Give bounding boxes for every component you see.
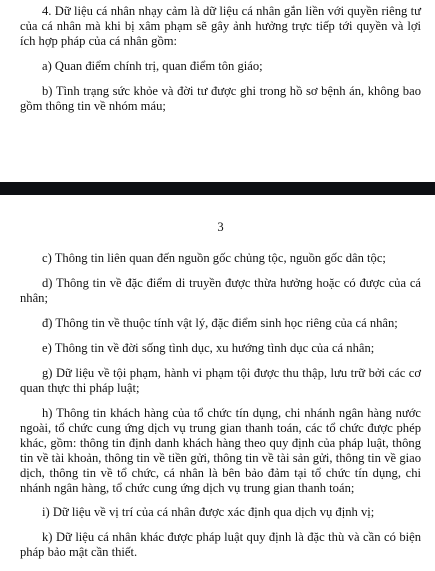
paragraph-item-i: i) Dữ liệu về vị trí của cá nhân được xác định qua dịch vụ định vị; xyxy=(42,505,375,519)
paragraph-item-e: e) Thông tin về đời sống tình dục, xu hướng tình dục của cá nhân; xyxy=(42,341,375,355)
paragraph-item-dd: đ) Thông tin về thuộc tính vật lý, đặc điểm sinh học riêng của cá nhân; xyxy=(42,316,398,330)
document-page-lower xyxy=(0,195,435,571)
paragraph-item-k: k) Dữ liệu cá nhân khác được pháp luật quy định là đặc thù và cần có biện pháp bảo mật cần thiết. xyxy=(20,530,421,559)
paragraph-item-a: a) Quan điểm chính trị, quan điểm tôn giáo; xyxy=(42,59,263,73)
page-separator xyxy=(0,182,435,195)
paragraph-item-d: d) Thông tin về đặc điểm di truyền được thừa hưởng hoặc có được của cá nhân; xyxy=(20,276,421,305)
page-number: 3 xyxy=(217,220,224,234)
paragraph-item-c: c) Thông tin liên quan đến nguồn gốc chủng tộc, nguồn gốc dân tộc; xyxy=(42,251,386,265)
paragraph-item-b: b) Tình trạng sức khỏe và đời tư được ghi trong hồ sơ bệnh án, không bao gồm thông tin về nhóm máu; xyxy=(20,84,421,113)
paragraph-sensitive-data-definition: 4. Dữ liệu cá nhân nhạy cảm là dữ liệu cá nhân gắn liền với quyền riêng tư của cá nhân mà khi bị xâm phạm sẽ gây ảnh hưởng trực tiếp tới quyền và lợi ích hợp pháp của cá nhân gồm: xyxy=(20,4,421,48)
document-page-upper xyxy=(0,0,435,182)
paragraph-item-g: g) Dữ liệu về tội phạm, hành vi phạm tội được thu thập, lưu trữ bởi các cơ quan thực thi pháp luật; xyxy=(20,366,421,395)
paragraph-item-h: h) Thông tin khách hàng của tổ chức tín dụng, chi nhánh ngân hàng nước ngoài, tổ chức cung ứng dịch vụ trung gian thanh toán, các tổ chức được phép khác, gồm: thông tin định danh khách hàng theo quy định của pháp luật, thông tin về tài khoản, thông tin về tiền gửi, thông tin về tài sản gửi, thông tin về giao dịch, thông tin về tổ chức, cá nhân là bên bảo đảm tại tổ chức tín dụng, chi nhánh ngân hàng, tổ chức cung ứng dịch vụ trung gian thanh toán; xyxy=(20,406,421,495)
